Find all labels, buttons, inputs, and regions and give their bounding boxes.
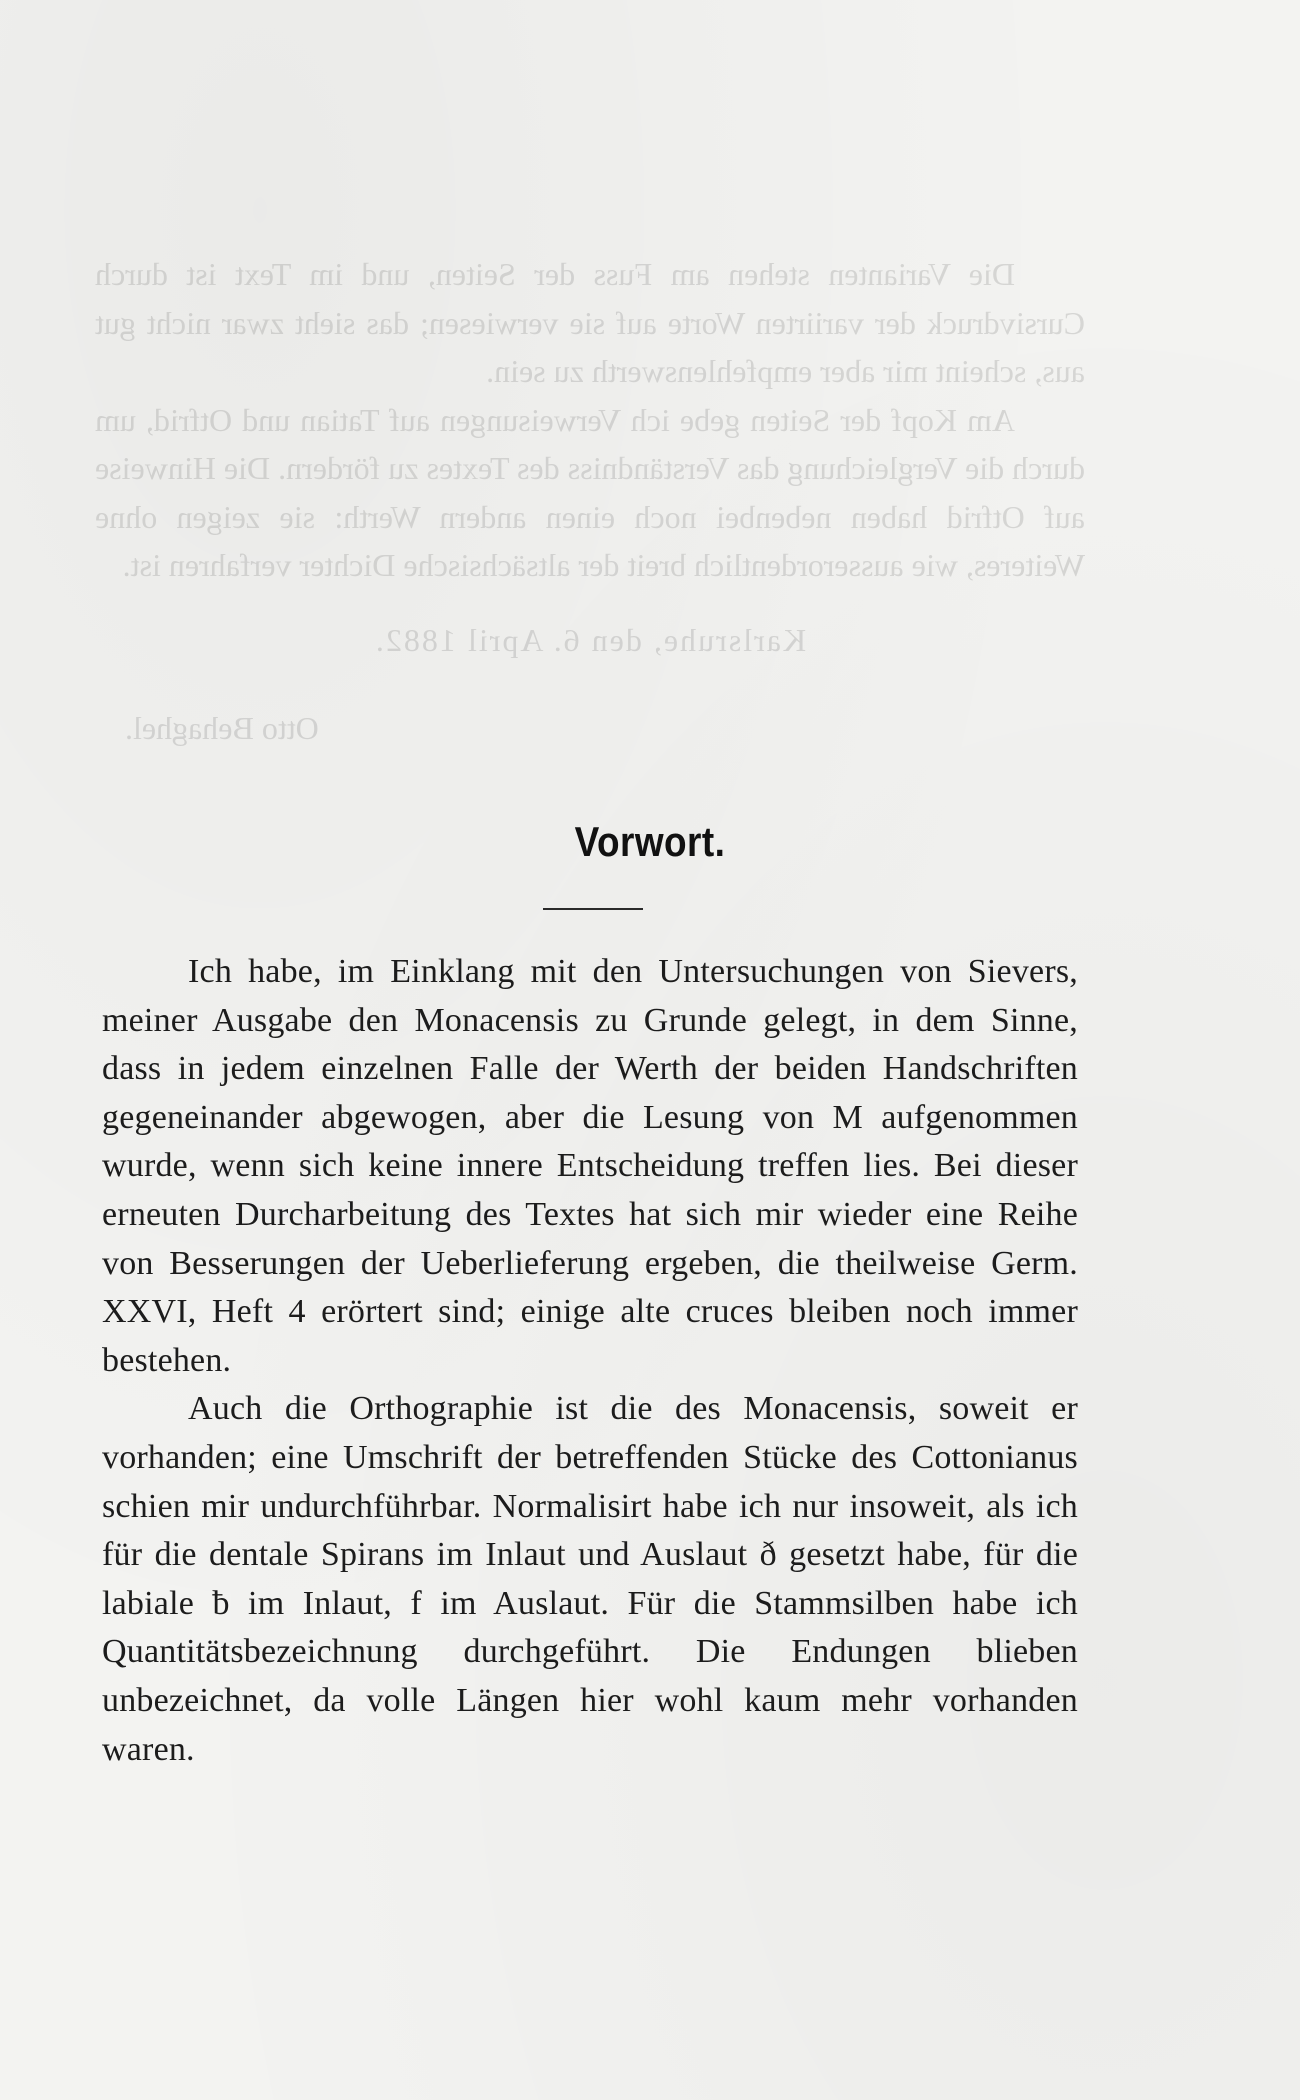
bleed-date: Karlsruhe, den 6. April 1882. <box>373 621 807 658</box>
paragraph: Auch die Orthographie ist die des Monacensis, soweit er vorhanden; eine Umschrift der betreffenden Stücke des Cottonianus schien mir undurchführbar. Normalisirt habe ich nur insoweit, als ich für die dentale Spirans im Inlaut und Auslaut ð gesetzt habe, für die labiale ƀ im Inlaut, f im Auslaut. Für die Stammsilben habe ich Quantitätsbezeichnung durchgeführt. Die Endungen blieben unbezeichnet, da volle Längen hier wohl kaum mehr vorhanden waren. <box>102 1390 1078 1768</box>
paragraph: Ich habe, im Einklang mit den Untersuchungen von Sievers, meiner Ausgabe den Monacensis zu Grunde gelegt, in dem Sinne, dass in jedem einzelnen Falle der Werth der beiden Handschriften gegeneinander abgewogen, aber die Lesung von M aufgenommen wurde, wenn sich keine innere Entscheidung treffen lies. Bei dieser erneuten Durcharbeitung des Textes hat sich mir wieder eine Reihe von Besserungen der Ueberlieferung ergeben, die theilweise Germ. XXVI, Heft 4 erörtert sind; einige alte cruces bleiben noch immer bestehen. <box>102 953 1078 1379</box>
bleed-through-text <box>95 250 1085 753</box>
bleed-paragraph: Die Varianten stehen am Fuss der Seiten, und im Text ist durch Cursivdruck der variirten Worte auf sie verwiesen; das sieht zwar nicht gut aus, scheint mir aber empfehlenswerth zu sein. <box>95 256 1085 389</box>
bleed-signature: Otto Behaghel. <box>125 710 319 746</box>
preface-body <box>102 948 1078 1774</box>
title-divider <box>543 908 643 910</box>
page-title: Vorwort. <box>574 818 726 865</box>
bleed-paragraph: Am Kopf der Seiten gebe ich Verweisungen auf Tatian und Otfrid, um durch die Vergleichung das Verständniss des Textes zu fördern. Die Hinweise auf Otfrid haben nebenbei noch einen andern Werth: sie zeigen ohne Weiteres, wie ausserordentlich breit der altsächsische Dichter verfahren ist. <box>95 401 1085 583</box>
